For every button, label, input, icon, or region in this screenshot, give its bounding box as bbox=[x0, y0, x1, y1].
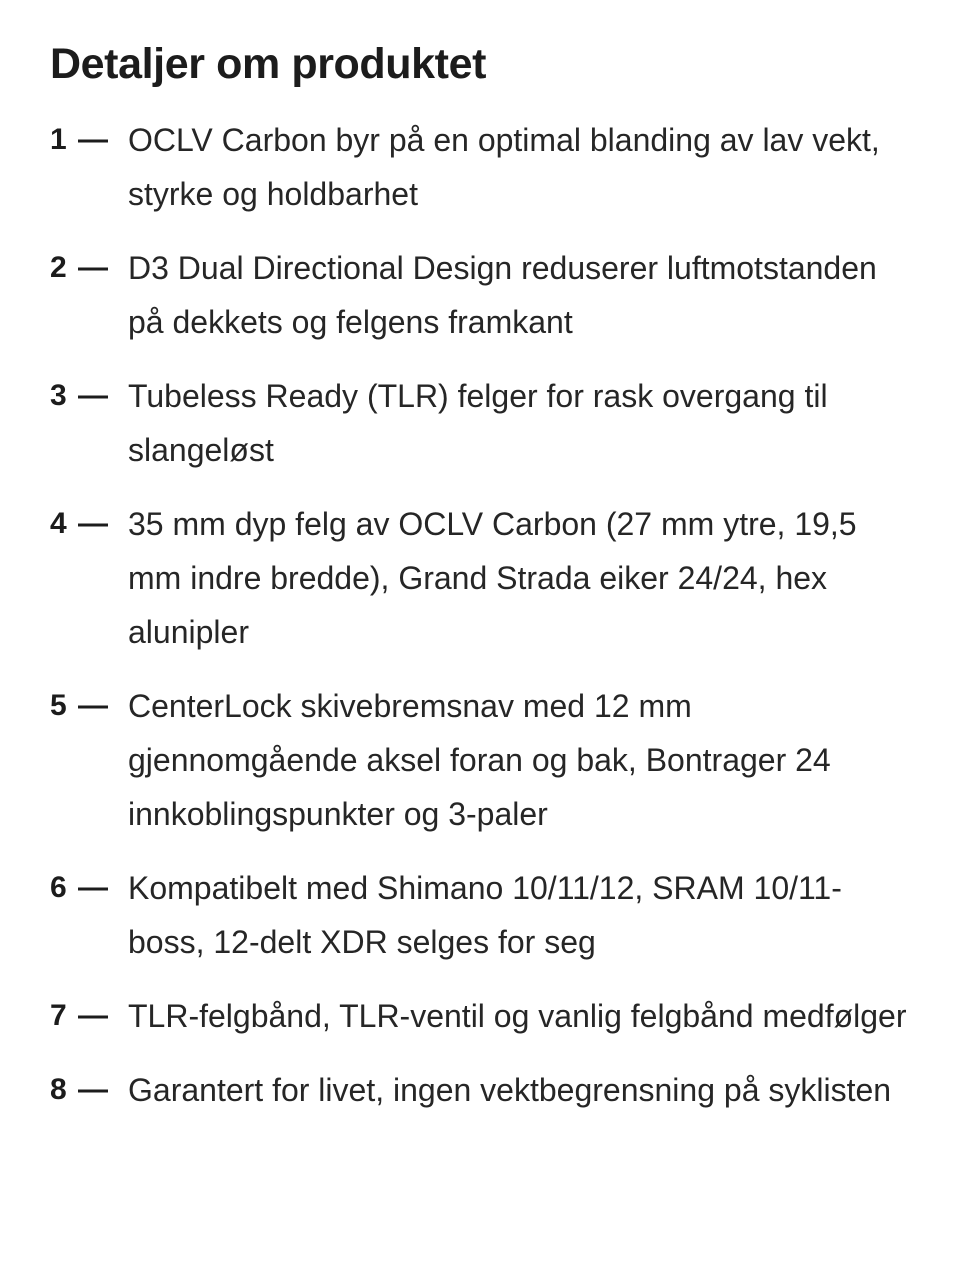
list-item bbox=[50, 497, 960, 659]
item-text: TLR-felgbånd, TLR-ventil og vanlig felgbånd medfølger bbox=[128, 998, 907, 1034]
feature-list bbox=[50, 113, 960, 1117]
item-text: CenterLock skivebremsnav med 12 mm gjennomgående aksel foran og bak, Bontrager 24 innkoblingspunkter og 3-paler bbox=[128, 688, 831, 832]
list-item bbox=[50, 369, 960, 477]
list-item bbox=[50, 679, 960, 841]
dash-separator: — bbox=[78, 251, 108, 284]
dash-separator: — bbox=[78, 689, 108, 722]
item-number: 3 bbox=[50, 379, 67, 412]
item-text: Kompatibelt med Shimano 10/11/12, SRAM 10/11-boss, 12-delt XDR selges for seg bbox=[128, 870, 842, 960]
item-number: 1 bbox=[50, 123, 67, 156]
item-number: 4 bbox=[50, 507, 67, 540]
list-marker bbox=[50, 497, 128, 551]
list-marker bbox=[50, 989, 128, 1043]
dash-separator: — bbox=[78, 123, 108, 156]
item-text: Tubeless Ready (TLR) felger for rask overgang til slangeløst bbox=[128, 378, 828, 468]
list-item bbox=[50, 113, 960, 221]
list-marker bbox=[50, 679, 128, 733]
dash-separator: — bbox=[78, 871, 108, 904]
list-item bbox=[50, 241, 960, 349]
list-marker bbox=[50, 861, 128, 915]
item-number: 7 bbox=[50, 999, 67, 1032]
item-number: 8 bbox=[50, 1073, 67, 1106]
item-number: 6 bbox=[50, 871, 67, 904]
dash-separator: — bbox=[78, 999, 108, 1032]
list-item bbox=[50, 1063, 960, 1117]
item-text: OCLV Carbon byr på en optimal blanding av lav vekt, styrke og holdbarhet bbox=[128, 122, 880, 212]
section-title: Detaljer om produktet bbox=[50, 40, 487, 88]
list-marker bbox=[50, 113, 128, 167]
list-marker bbox=[50, 1063, 128, 1117]
item-text: 35 mm dyp felg av OCLV Carbon (27 mm ytre, 19,5 mm indre bredde), Grand Strada eiker 24/24, hex alunipler bbox=[128, 506, 857, 650]
dash-separator: — bbox=[78, 1073, 108, 1106]
list-item bbox=[50, 989, 960, 1043]
list-marker bbox=[50, 241, 128, 295]
dash-separator: — bbox=[78, 379, 108, 412]
dash-separator: — bbox=[78, 507, 108, 540]
item-text: D3 Dual Directional Design reduserer luftmotstanden på dekkets og felgens framkant bbox=[128, 250, 877, 340]
item-number: 2 bbox=[50, 251, 67, 284]
list-item bbox=[50, 861, 960, 969]
item-number: 5 bbox=[50, 689, 67, 722]
item-text: Garantert for livet, ingen vektbegrensning på syklisten bbox=[128, 1072, 892, 1108]
list-marker bbox=[50, 369, 128, 423]
